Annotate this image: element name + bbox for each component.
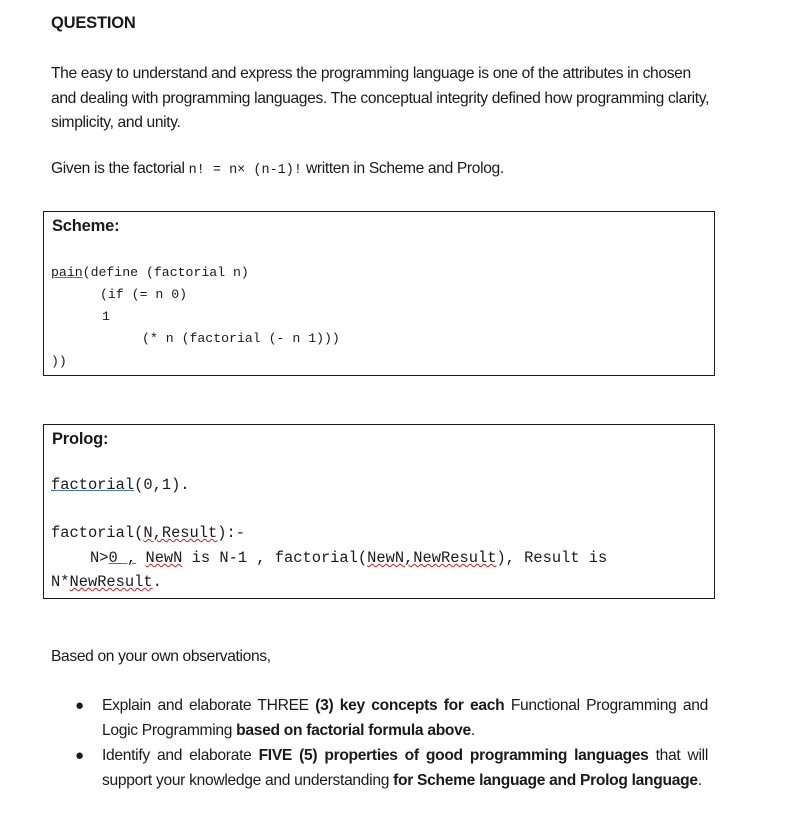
prolog-rule-tail: ):-	[217, 524, 245, 542]
prolog-fact-args: (0,1).	[134, 476, 190, 494]
prolog-fact-name: factorial	[51, 476, 135, 494]
prolog-title: Prolog:	[52, 430, 109, 448]
intro-paragraph: The easy to understand and express the programming language is one of the attributes in chosen and dealing with programming languages. The conceptual integrity defined how programming clarity, simplicity, and unity.	[51, 65, 710, 131]
b1-text-e: .	[470, 721, 475, 739]
bullet-item-1	[75, 694, 708, 743]
bullet-dot-icon: ●	[75, 747, 84, 764]
given-line	[51, 160, 504, 178]
observations-line: Based on your own observations,	[51, 648, 271, 665]
scheme-code-box	[43, 211, 715, 376]
prolog-body-end: ), Result is	[496, 549, 608, 567]
prolog-last-line	[51, 573, 162, 591]
prolog-fact-line	[51, 476, 190, 494]
given-prefix: Given is the factorial	[51, 160, 189, 177]
b1-text-b: (3) key concepts for each	[315, 697, 505, 714]
b1-text-c: Functional Programming and Logic Programming	[102, 697, 708, 739]
scheme-title: Scheme:	[52, 217, 120, 235]
b2-text-b: FIVE (5) properties of good programming languages	[258, 747, 649, 764]
b2-text-d: for Scheme language and Prolog language	[393, 771, 698, 789]
task-bullet-list	[75, 694, 708, 794]
b1-text-d: based on factorial formula above	[236, 721, 471, 739]
factorial-formula: n! = n× (n-1)!	[188, 163, 302, 178]
scheme-line-4: (* n (factorial (- n 1)))	[142, 331, 340, 346]
prolog-body-args: NewN,NewResult	[367, 549, 497, 567]
prolog-code-box	[43, 424, 715, 599]
scheme-pain-word: pain	[51, 265, 83, 280]
prolog-rule-body	[90, 549, 607, 567]
prolog-body-zero: 0 ,	[108, 549, 137, 567]
b1-text-a: Explain and elaborate THREE	[102, 697, 316, 714]
scheme-line-1	[51, 265, 249, 280]
prolog-body-mid: is N-1 , factorial(	[182, 549, 368, 567]
bullet-item-2	[75, 744, 708, 793]
bullet-dot-icon: ●	[75, 697, 84, 714]
prolog-rule-name: factorial(	[51, 524, 144, 542]
prolog-rule-head	[51, 524, 245, 542]
b2-text-c: that will support your knowledge and understanding	[102, 747, 708, 789]
prolog-body-newn: NewN	[145, 549, 183, 567]
b2-text-a: Identify and elaborate	[102, 747, 259, 764]
prolog-last-word: NewResult	[69, 573, 153, 591]
question-heading: QUESTION	[51, 14, 136, 32]
given-suffix: written in Scheme and Prolog.	[301, 160, 504, 177]
prolog-last-n: N*	[51, 573, 70, 591]
b2-text-e: .	[697, 771, 702, 789]
scheme-line-5: ))	[51, 354, 67, 369]
prolog-rule-args: N,Result	[143, 524, 218, 542]
scheme-line-2: (if (= n 0)	[100, 287, 188, 302]
prolog-last-dot: .	[152, 573, 162, 591]
scheme-line-3: 1	[102, 309, 110, 324]
scheme-line-1-rest: (define (factorial n)	[82, 265, 249, 280]
prolog-body-n: N>	[90, 549, 109, 567]
